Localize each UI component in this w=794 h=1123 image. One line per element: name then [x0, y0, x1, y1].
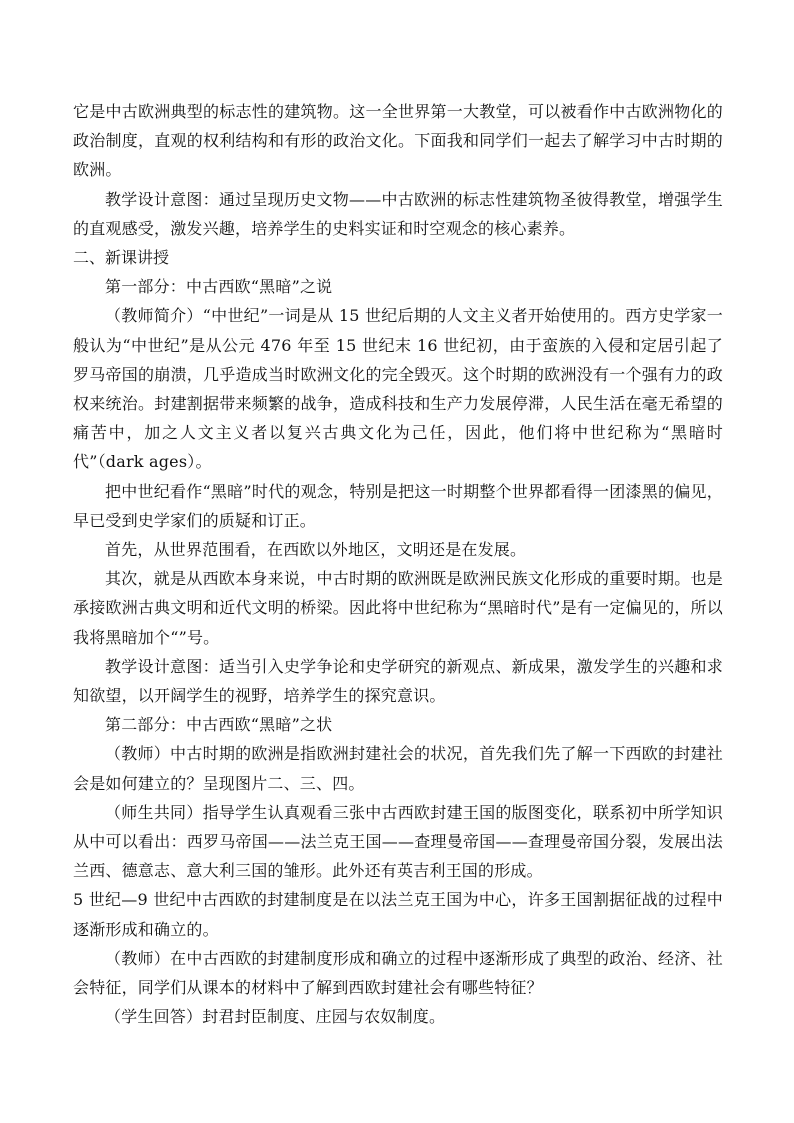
paragraph-teacher-feudal-society: （教师）中古时期的欧洲是指欧洲封建社会的状况，首先我们先了解一下西欧的封建社会是如何建立的？呈现图片二、三、四。: [73, 744, 723, 793]
section-heading-new-lesson: 二、新课讲授: [73, 248, 170, 268]
paragraph-dark-age-view: 把中世纪看作“黑暗”时代的观念，特别是把这一时期整个世界都看得一团漆黑的偏见，早已受到史学家们的质疑和订正。: [73, 481, 723, 530]
paragraph-teacher-question: （教师）在中古西欧的封建制度形成和确立的过程中逐渐形成了典型的政治、经济、社会特征，同学们从课本的材料中了解到西欧封建社会有哪些特征？: [73, 948, 723, 998]
paragraph-intro-continued: 它是中古欧洲典型的标志性的建筑物。这一全世界第一大教堂，可以被看作中古欧洲物化的政治制度，直观的权利结构和有形的政治文化。下面我和同学们一起去了解学习中古时期的欧洲。: [73, 102, 723, 180]
paragraph-teacher-intro-middle-ages: （教师简介）“中世纪”一词是从 15 世纪后期的人文主义者开始使用的。西方史学家一般认为“中世纪”是从公元 476 年至 15 世纪末 16 世纪初，由于蛮族的入侵和定居引起了罗马帝国的崩溃，几乎造成当时欧洲文化的完全毁灭。这个时期的欧洲没有一个强有力的政权来统治。封建割据带来频繁的战争，造成科技和生产力发展停滞，人民生活在毫无希望的痛苦中，加之人文主义者以复兴古典文化为己任，因此，他们将中世纪称为“黑暗时代”（dark ages）。: [73, 306, 723, 472]
paragraph-student-answer: （学生回答）封君封臣制度、庄园与农奴制度。: [105, 1007, 446, 1027]
subsection-heading-part-1: 第一部分：中古西欧“黑暗”之说: [105, 277, 333, 297]
paragraph-firstly: 首先，从世界范围看，在西欧以外地区，文明还是在发展。: [105, 540, 527, 560]
paragraph-design-intent-1: 教学设计意图：通过呈现历史文物——中古欧洲的标志性建筑物圣彼得教堂，增强学生的直观感受，激发兴趣，培养学生的史料实证和时空观念的核心素养。: [73, 189, 723, 238]
subsection-heading-part-2: 第二部分：中古西欧“黑暗”之状: [105, 715, 333, 735]
paragraph-design-intent-2: 教学设计意图：适当引入史学争论和史学研究的新观点、新成果，激发学生的兴趣和求知欲望，以开阔学生的视野，培养学生的探究意识。: [73, 656, 723, 706]
document-page: [73, 97, 723, 1032]
paragraph-teacher-student-maps: （师生共同）指导学生认真观看三张中古西欧封建王国的版图变化，联系初中所学知识从中可以看出：西罗马帝国——法兰克王国——查理曼帝国——查理曼帝国分裂，发展出法兰西、德意志、意大利三国的雏形。此外还有英吉利王国的形成。: [73, 802, 723, 881]
paragraph-feudal-system-formation: 5 世纪—9 世纪中古西欧的封建制度是在以法兰克王国为中心，许多王国割据征战的过程中逐渐形成和确立的。: [73, 890, 723, 939]
paragraph-secondly: 其次，就是从西欧本身来说，中古时期的欧洲既是欧洲民族文化形成的重要时期。也是承接欧洲古典文明和近代文明的桥梁。因此将中世纪称为“黑暗时代”是有一定偏见的，所以我将黑暗加个“”号。: [73, 569, 723, 647]
